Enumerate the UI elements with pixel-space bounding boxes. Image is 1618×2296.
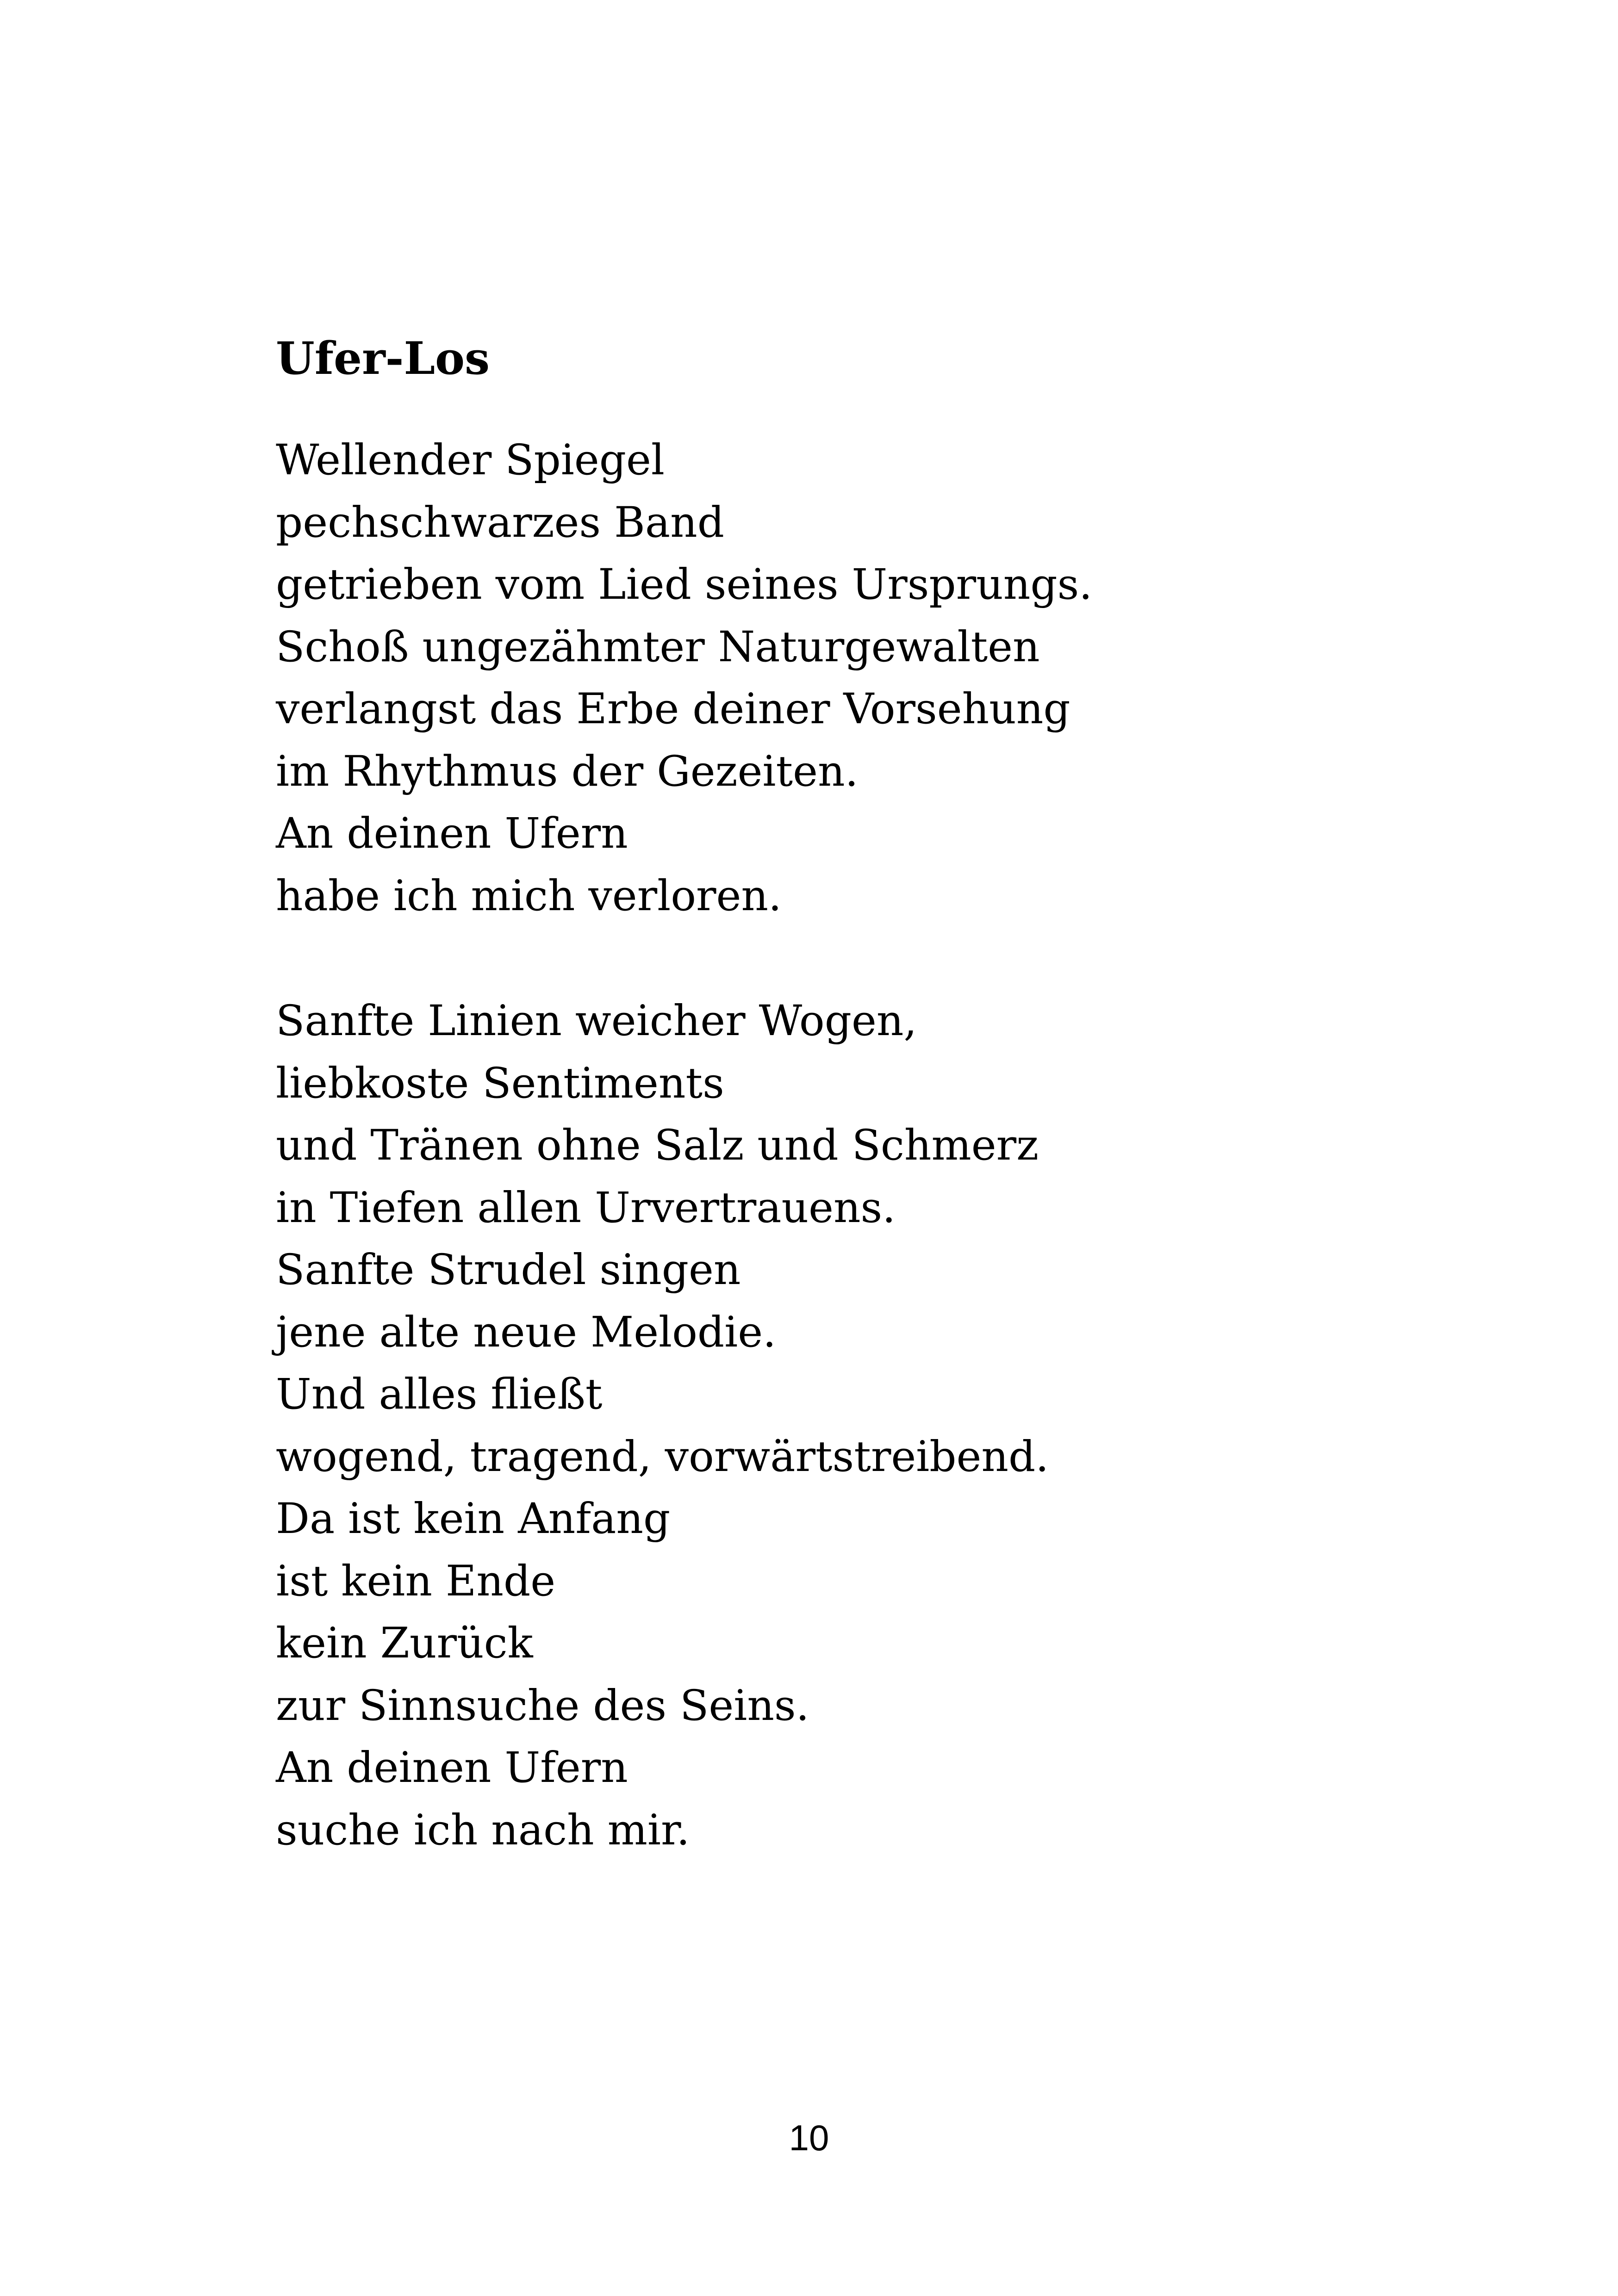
poem-line: im Rhythmus der Gezeiten.: [276, 747, 859, 796]
poem-line: und Tränen ohne Salz und Schmerz: [276, 1121, 1039, 1170]
poem-line: liebkoste Sentiments: [276, 1059, 724, 1108]
poem-line: Schoß ungezähmter Naturgewalten: [276, 622, 1040, 671]
poem-line: verlangst das Erbe deiner Vorsehung: [276, 685, 1070, 733]
poem-line: Sanfte Linien weicher Wogen,: [276, 997, 917, 1045]
poem-line: wogend, tragend, vorwärtstreibend.: [276, 1432, 1049, 1481]
poem-line: habe ich mich verloren.: [276, 871, 782, 920]
stanza-1: [276, 429, 1092, 927]
poem-line: in Tiefen allen Urvertrauens.: [276, 1183, 896, 1232]
poem-line: Sanfte Strudel singen: [276, 1246, 741, 1294]
stanza-2: [276, 990, 1049, 1862]
poem-line: pechschwarzes Band: [276, 498, 725, 547]
poem-line: Da ist kein Anfang: [276, 1495, 671, 1543]
poem-line: kein Zurück: [276, 1619, 533, 1668]
poem-line: Und alles fließt: [276, 1370, 603, 1419]
poem-line: getrieben vom Lied seines Ursprungs.: [276, 560, 1093, 609]
poem-line: An deinen Ufern: [276, 1744, 628, 1792]
poem-line: zur Sinnsuche des Seins.: [276, 1681, 809, 1730]
poem-title: Ufer-Los: [276, 332, 490, 385]
poem-line: jene alte neue Melodie.: [276, 1308, 777, 1357]
poem-line: suche ich nach mir.: [276, 1806, 690, 1855]
poem-line: ist kein Ende: [276, 1557, 556, 1606]
poem-line: An deinen Ufern: [276, 809, 628, 858]
page-number: 10: [789, 2117, 829, 2158]
poem-line: Wellender Spiegel: [276, 436, 665, 484]
